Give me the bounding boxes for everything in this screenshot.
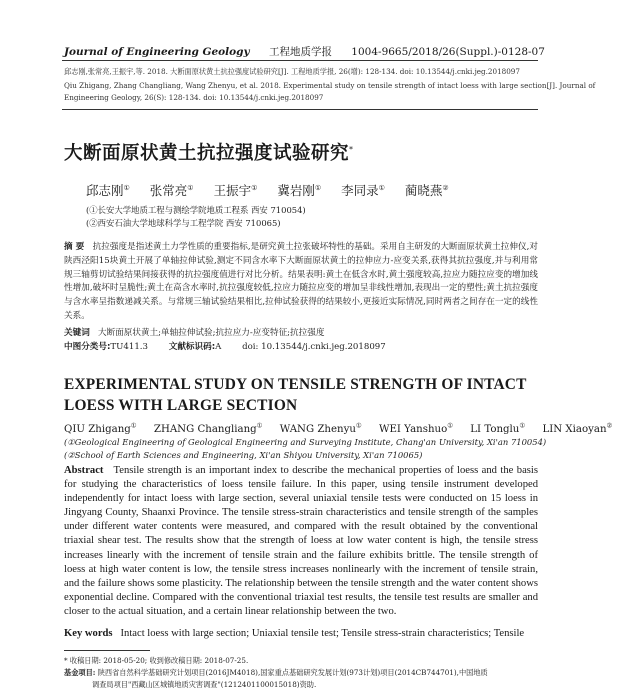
keywords-cn-label: 关键词 <box>64 328 90 338</box>
author-en: WANG Zhenyu① <box>279 422 362 436</box>
keywords-en <box>64 628 538 639</box>
title-en: EXPERIMENTAL STUDY ON TENSILE STRENGTH OF INTACT LOESS WITH LARGE SECTION <box>64 376 527 414</box>
abstract-cn-text: 抗拉强度是指述黄土力学性质的重要指标,是研究黄土拉张破坏特性的基础。采用自主研发的大断面原状黄土拉伸仪,对陕西泾阳15块黄土开展了单轴拉伸试验,测定不同含水率下大断面原状黄土的拉伸应力-应变关系,获得其抗拉强度,并与利用常规三轴剪切试验结果间接获得的抗拉强度值进行对比分析。结果表明:黄土在低含水时,黄土强度较高,拉应力随拉应变的增加线性增加,破坏时呈脆性;黄土在高含水率时,抗拉强度较低,拉应力随拉应变的增加呈非线性增加,表现出一定的塑性;黄土抗拉强度与含水率呈指数递减关系。与常规三轴试验结果相比,拉伸试验获得的结果较小,更接近实际情况,同时两者之间存在一定的线性关系。 <box>64 242 538 321</box>
keywords-cn <box>64 326 324 338</box>
author-cn: 蔺晓燕② <box>404 183 449 198</box>
author-cn: 冀岩刚① <box>277 183 322 198</box>
abstract-cn <box>64 241 538 324</box>
fund-label: 基金项目: <box>64 668 96 677</box>
doi-value: 10.13544/j.cnki.jeg.2018097 <box>261 342 386 352</box>
authors-cn <box>86 181 465 199</box>
citation-rule <box>62 109 538 110</box>
abstract-en-label: Abstract <box>64 465 104 476</box>
abstract-en-text: Tensile strength is an important index to describe the mechanical properties of loess and the basis for studying the characteristics of loess tensile failure. In this paper, using tensile instrument developed independently for intact loess with large section, several uniaxial tensile tests were conducted on 15 loess in Jingyang County, Shaanxi Province. The tensile stress-strain characteristics and tensile strength of the samples under different water contents were measured, and compared with the result obtained by the conventional triaxial shear test. The results show that the strength of loess at low water content is high, the tensile stress increases linearly with the increment of tensile strain and the failure exhibits brittle. The tensile strength of loess at high water content is low, the tensile stress increases nonlinearly with the increment of tensile strain, and the failure shows some plasticity. The relationship between the tensile strength and the water content shows exponential decline. Compared with the conventional triaxial test results, the tensile test results are smaller and closer to the actual situation, and a certain linear relationship between the two. <box>64 465 538 617</box>
footnote-rule <box>64 650 150 651</box>
author-en: LI Tonglu① <box>470 422 526 436</box>
author-en: QIU Zhigang① <box>64 422 137 436</box>
affiliation-cn-2: (②西安石油大学地球科学与工程学院 西安 710065) <box>86 218 281 228</box>
author-cn: 王振宇① <box>213 183 258 198</box>
author-cn: 李同录① <box>341 183 385 198</box>
clc-value: TU411.3 <box>110 342 148 352</box>
journal-name-cn: 工程地质学报 <box>268 46 332 58</box>
doi-label: doi: <box>242 342 259 352</box>
affiliation-en-1: (①Geological Engineering of Geological Engineering and Surveying Institute, Chang'an University, Xi'an 710054) <box>64 437 547 447</box>
author-cn: 张常亮① <box>149 183 194 198</box>
header-rule <box>62 60 538 61</box>
authors-en <box>64 422 626 435</box>
footnote-fund-line2: 调查局项目"西藏山区城镇地质灾害调查"(1212401100015018)资助. <box>92 680 317 689</box>
citation-cn: 邱志刚,张常亮,王振宇,等. 2018. 大断面原状黄土抗拉强度试验研究[J]. 工程地质学报, 26(增): 128-134. doi: 10.13544/j.cnki.jeg.2018097 <box>64 67 520 76</box>
citation-en-line2: Engineering Geology, 26(S): 128-134. doi: 10.13544/j.cnki.jeg.2018097 <box>64 93 324 102</box>
journal-name: Journal of Engineering Geology <box>64 46 250 58</box>
keywords-en-label: Key words <box>64 628 113 639</box>
author-en: WEI Yanshuo① <box>378 422 454 436</box>
author-en: ZHANG Changliang① <box>153 422 263 436</box>
issn-info: 1004-9665/2018/26(Suppl.)-0128-07 <box>351 46 545 58</box>
abstract-en <box>64 464 538 619</box>
author-cn: 邱志刚① <box>86 183 130 198</box>
abstract-cn-label: 摘 要 <box>64 242 85 252</box>
fund-text-1: 陕西省自然科学基础研究计划项目(2016JM4018),国家重点基础研究发展计划(973计划)项目(2014CB744701),中国地质 <box>97 668 488 677</box>
clc-label: 中图分类号: <box>64 342 111 352</box>
footnote-received: * 收稿日期: 2018-05-20; 收到修改稿日期: 2018-07-25. <box>64 656 249 665</box>
affiliation-en-2: (②School of Earth Sciences and Engineering, Xi'an Shiyou University, Xi'an 710065) <box>64 450 423 460</box>
affiliation-cn-1: (①长安大学地质工程与测绘学院地质工程系 西安 710054) <box>86 205 306 215</box>
title-footnote-mark: * <box>349 144 354 154</box>
doc-code-value: A <box>215 342 222 352</box>
classification-line <box>64 340 386 352</box>
author-en: LIN Xiaoyan② <box>542 422 613 436</box>
running-header <box>64 44 545 59</box>
doc-code-label: 文献标识码: <box>168 342 216 352</box>
title-cn-text: 大断面原状黄土抗拉强度试验研究 <box>64 143 350 164</box>
keywords-en-text: Intact loess with large section; Uniaxial tensile test; Tensile stress-strain characteristics; Tensile <box>120 628 525 639</box>
keywords-cn-text: 大断面原状黄土;单轴拉伸试验;抗拉应力-应变特征;抗拉强度 <box>98 328 325 338</box>
title-cn <box>64 139 354 165</box>
footnote-fund-line1 <box>64 667 538 678</box>
citation-en-line1: Qiu Zhigang, Zhang Changliang, Wang Zhenyu, et al. 2018. Experimental study on tensile strength of intact loess with large section[J]. Journal of <box>64 81 596 90</box>
